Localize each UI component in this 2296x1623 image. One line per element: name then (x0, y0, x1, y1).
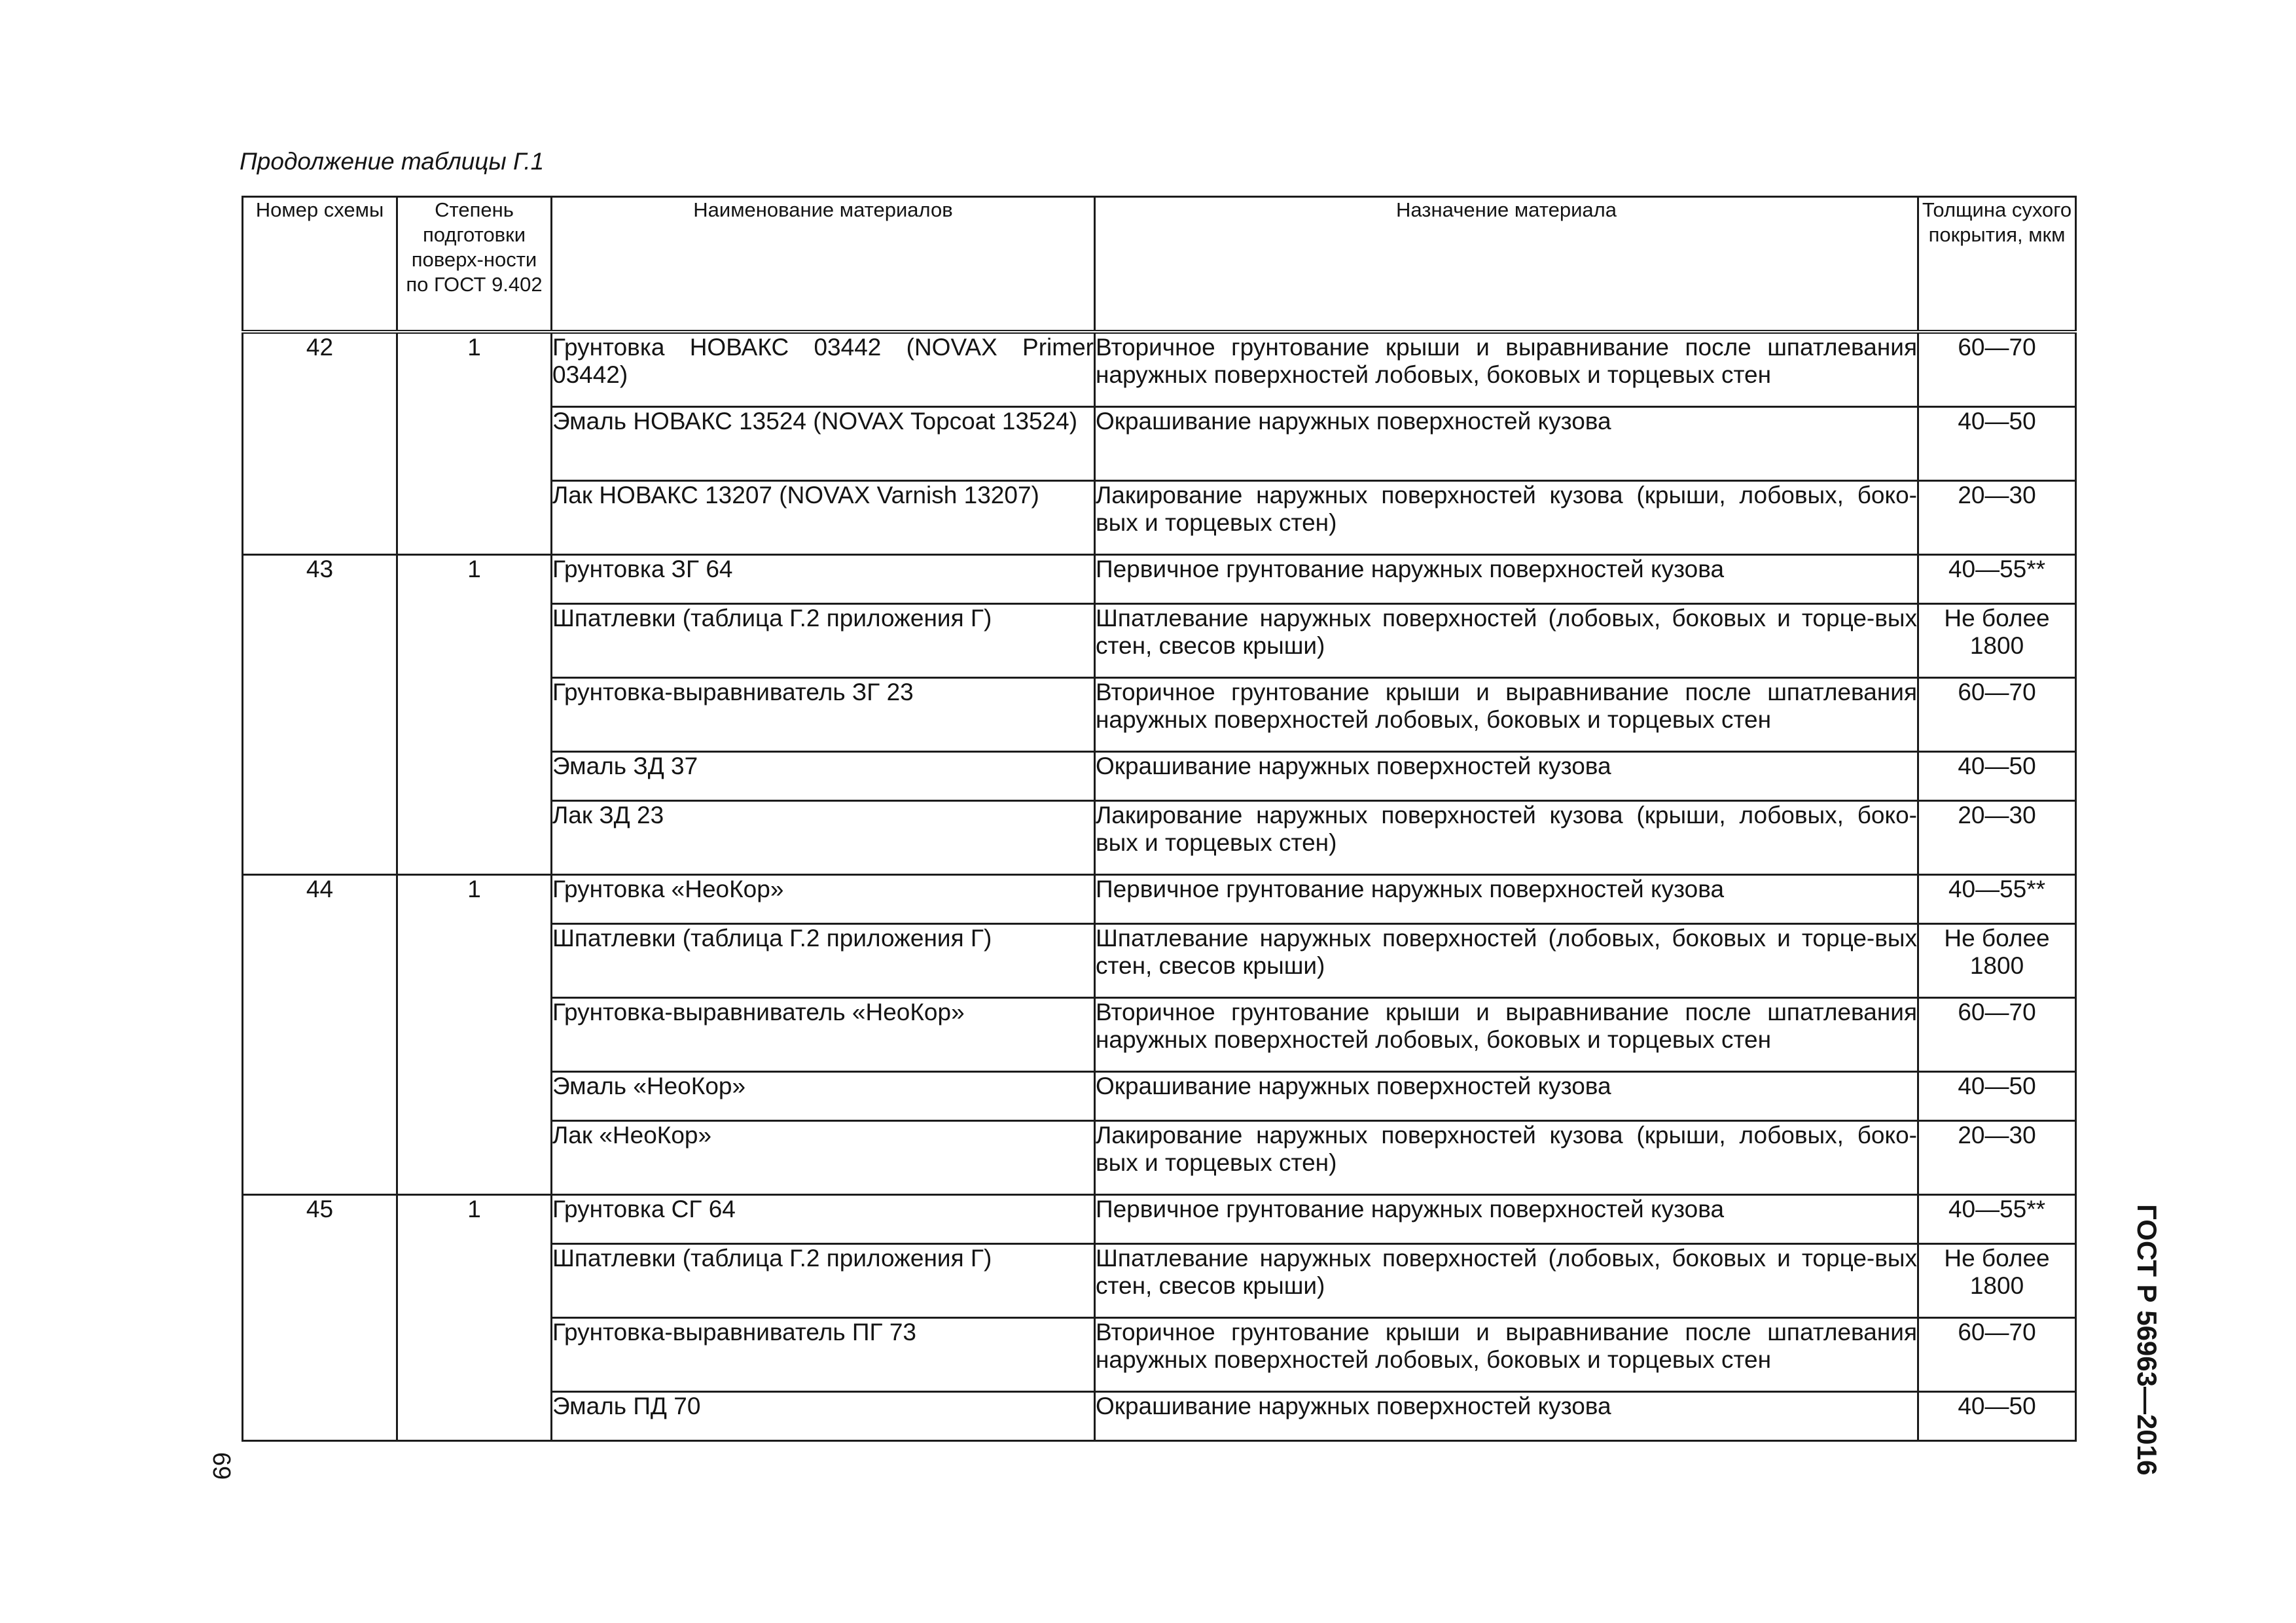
material-name: Грунтовка-выравниватель ЗГ 23 (552, 678, 1095, 752)
coating-thickness: 60—70 (1918, 678, 2076, 752)
header-thickness: Толщина сухого покрытия, мкм (1918, 197, 2076, 332)
material-purpose: Окрашивание наружных поверхностей кузова (1095, 407, 1918, 481)
preparation-degree: 1 (397, 332, 552, 555)
material-purpose: Первичное грунтование наружных поверхностей кузова (1095, 875, 1918, 924)
coating-thickness: 20—30 (1918, 1121, 2076, 1195)
header-material: Наименование материалов (552, 197, 1095, 332)
coating-thickness: 60—70 (1918, 332, 2076, 407)
header-purpose: Назначение материала (1095, 197, 1918, 332)
material-name: Эмаль ЗД 37 (552, 752, 1095, 801)
header-degree: Степень подготовки поверх-ности по ГОСТ 9.402 (397, 197, 552, 332)
material-purpose: Лакирование наружных поверхностей кузова (крыши, лобовых, боко-вых и торцевых стен) (1095, 481, 1918, 555)
preparation-degree: 1 (397, 1195, 552, 1441)
table-row (243, 1195, 2076, 1244)
material-name: Грунтовка «НеоКор» (552, 875, 1095, 924)
material-name: Грунтовка-выравниватель ПГ 73 (552, 1318, 1095, 1392)
coatings-table (242, 196, 2077, 1442)
material-purpose: Вторичное грунтование крыши и выравнивание после шпатлевания наружных поверхностей лобовых, боковых и торцевых стен (1095, 998, 1918, 1072)
material-name: Эмаль «НеоКор» (552, 1072, 1095, 1121)
coating-thickness: Не более 1800 (1918, 924, 2076, 998)
material-purpose: Шпатлевание наружных поверхностей (лобовых, боковых и торце-вых стен, свесов крыши) (1095, 1244, 1918, 1318)
material-purpose: Лакирование наружных поверхностей кузова (крыши, лобовых, боко-вых и торцевых стен) (1095, 1121, 1918, 1195)
coating-thickness: 60—70 (1918, 998, 2076, 1072)
header-scheme: Номер схемы (243, 197, 397, 332)
coating-thickness: 40—50 (1918, 1072, 2076, 1121)
material-purpose: Первичное грунтование наружных поверхностей кузова (1095, 1195, 1918, 1244)
coating-thickness: 40—50 (1918, 407, 2076, 481)
material-name: Грунтовка СГ 64 (552, 1195, 1095, 1244)
coating-thickness: 20—30 (1918, 801, 2076, 875)
coating-thickness: Не более 1800 (1918, 604, 2076, 678)
material-purpose: Шпатлевание наружных поверхностей (лобовых, боковых и торце-вых стен, свесов крыши) (1095, 604, 1918, 678)
material-purpose: Вторичное грунтование крыши и выравнивание после шпатлевания наружных поверхностей лобовых, боковых и торцевых стен (1095, 1318, 1918, 1392)
material-name: Лак НОВАКС 13207 (NOVAX Varnish 13207) (552, 481, 1095, 555)
material-purpose: Лакирование наружных поверхностей кузова (крыши, лобовых, боко-вых и торцевых стен) (1095, 801, 1918, 875)
material-purpose: Шпатлевание наружных поверхностей (лобовых, боковых и торце-вых стен, свесов крыши) (1095, 924, 1918, 998)
material-name: Шпатлевки (таблица Г.2 приложения Г) (552, 924, 1095, 998)
coating-thickness: 40—55** (1918, 1195, 2076, 1244)
material-purpose: Окрашивание наружных поверхностей кузова (1095, 1392, 1918, 1441)
coating-thickness: 40—55** (1918, 555, 2076, 604)
material-purpose: Вторичное грунтование крыши и выравнивание после шпатлевания наружных поверхностей лобовых, боковых и торцевых стен (1095, 678, 1918, 752)
coating-thickness: 40—50 (1918, 1392, 2076, 1441)
material-purpose: Окрашивание наружных поверхностей кузова (1095, 752, 1918, 801)
table-row (243, 332, 2076, 407)
coating-thickness: 40—50 (1918, 752, 2076, 801)
material-purpose: Вторичное грунтование крыши и выравнивание после шпатлевания наружных поверхностей лобовых, боковых и торцевых стен (1095, 332, 1918, 407)
coating-thickness: 20—30 (1918, 481, 2076, 555)
material-purpose: Окрашивание наружных поверхностей кузова (1095, 1072, 1918, 1121)
table-row (243, 875, 2076, 924)
scheme-number: 45 (243, 1195, 397, 1441)
material-name: Грунтовка-выравниватель «НеоКор» (552, 998, 1095, 1072)
material-name: Грунтовка НОВАКС 03442 (NOVAX Primer 03442) (552, 332, 1095, 407)
table-row (243, 555, 2076, 604)
coating-thickness: 60—70 (1918, 1318, 2076, 1392)
coating-thickness: 40—55** (1918, 875, 2076, 924)
material-name: Шпатлевки (таблица Г.2 приложения Г) (552, 604, 1095, 678)
coating-thickness: Не более 1800 (1918, 1244, 2076, 1318)
scheme-number: 42 (243, 332, 397, 555)
material-name: Грунтовка ЗГ 64 (552, 555, 1095, 604)
material-purpose: Первичное грунтование наружных поверхностей кузова (1095, 555, 1918, 604)
material-name: Шпатлевки (таблица Г.2 приложения Г) (552, 1244, 1095, 1318)
material-name: Лак «НеоКор» (552, 1121, 1095, 1195)
page-number: 69 (207, 1452, 235, 1480)
scheme-number: 43 (243, 555, 397, 875)
material-name: Эмаль ПД 70 (552, 1392, 1095, 1441)
scheme-number: 44 (243, 875, 397, 1195)
document-designation: ГОСТ Р 56963—2016 (2132, 1204, 2162, 1476)
table-caption: Продолжение таблицы Г.1 (240, 148, 545, 175)
preparation-degree: 1 (397, 555, 552, 875)
header-row (243, 197, 2076, 332)
material-name: Лак ЗД 23 (552, 801, 1095, 875)
material-name: Эмаль НОВАКС 13524 (NOVAX Topcoat 13524) (552, 407, 1095, 481)
preparation-degree: 1 (397, 875, 552, 1195)
